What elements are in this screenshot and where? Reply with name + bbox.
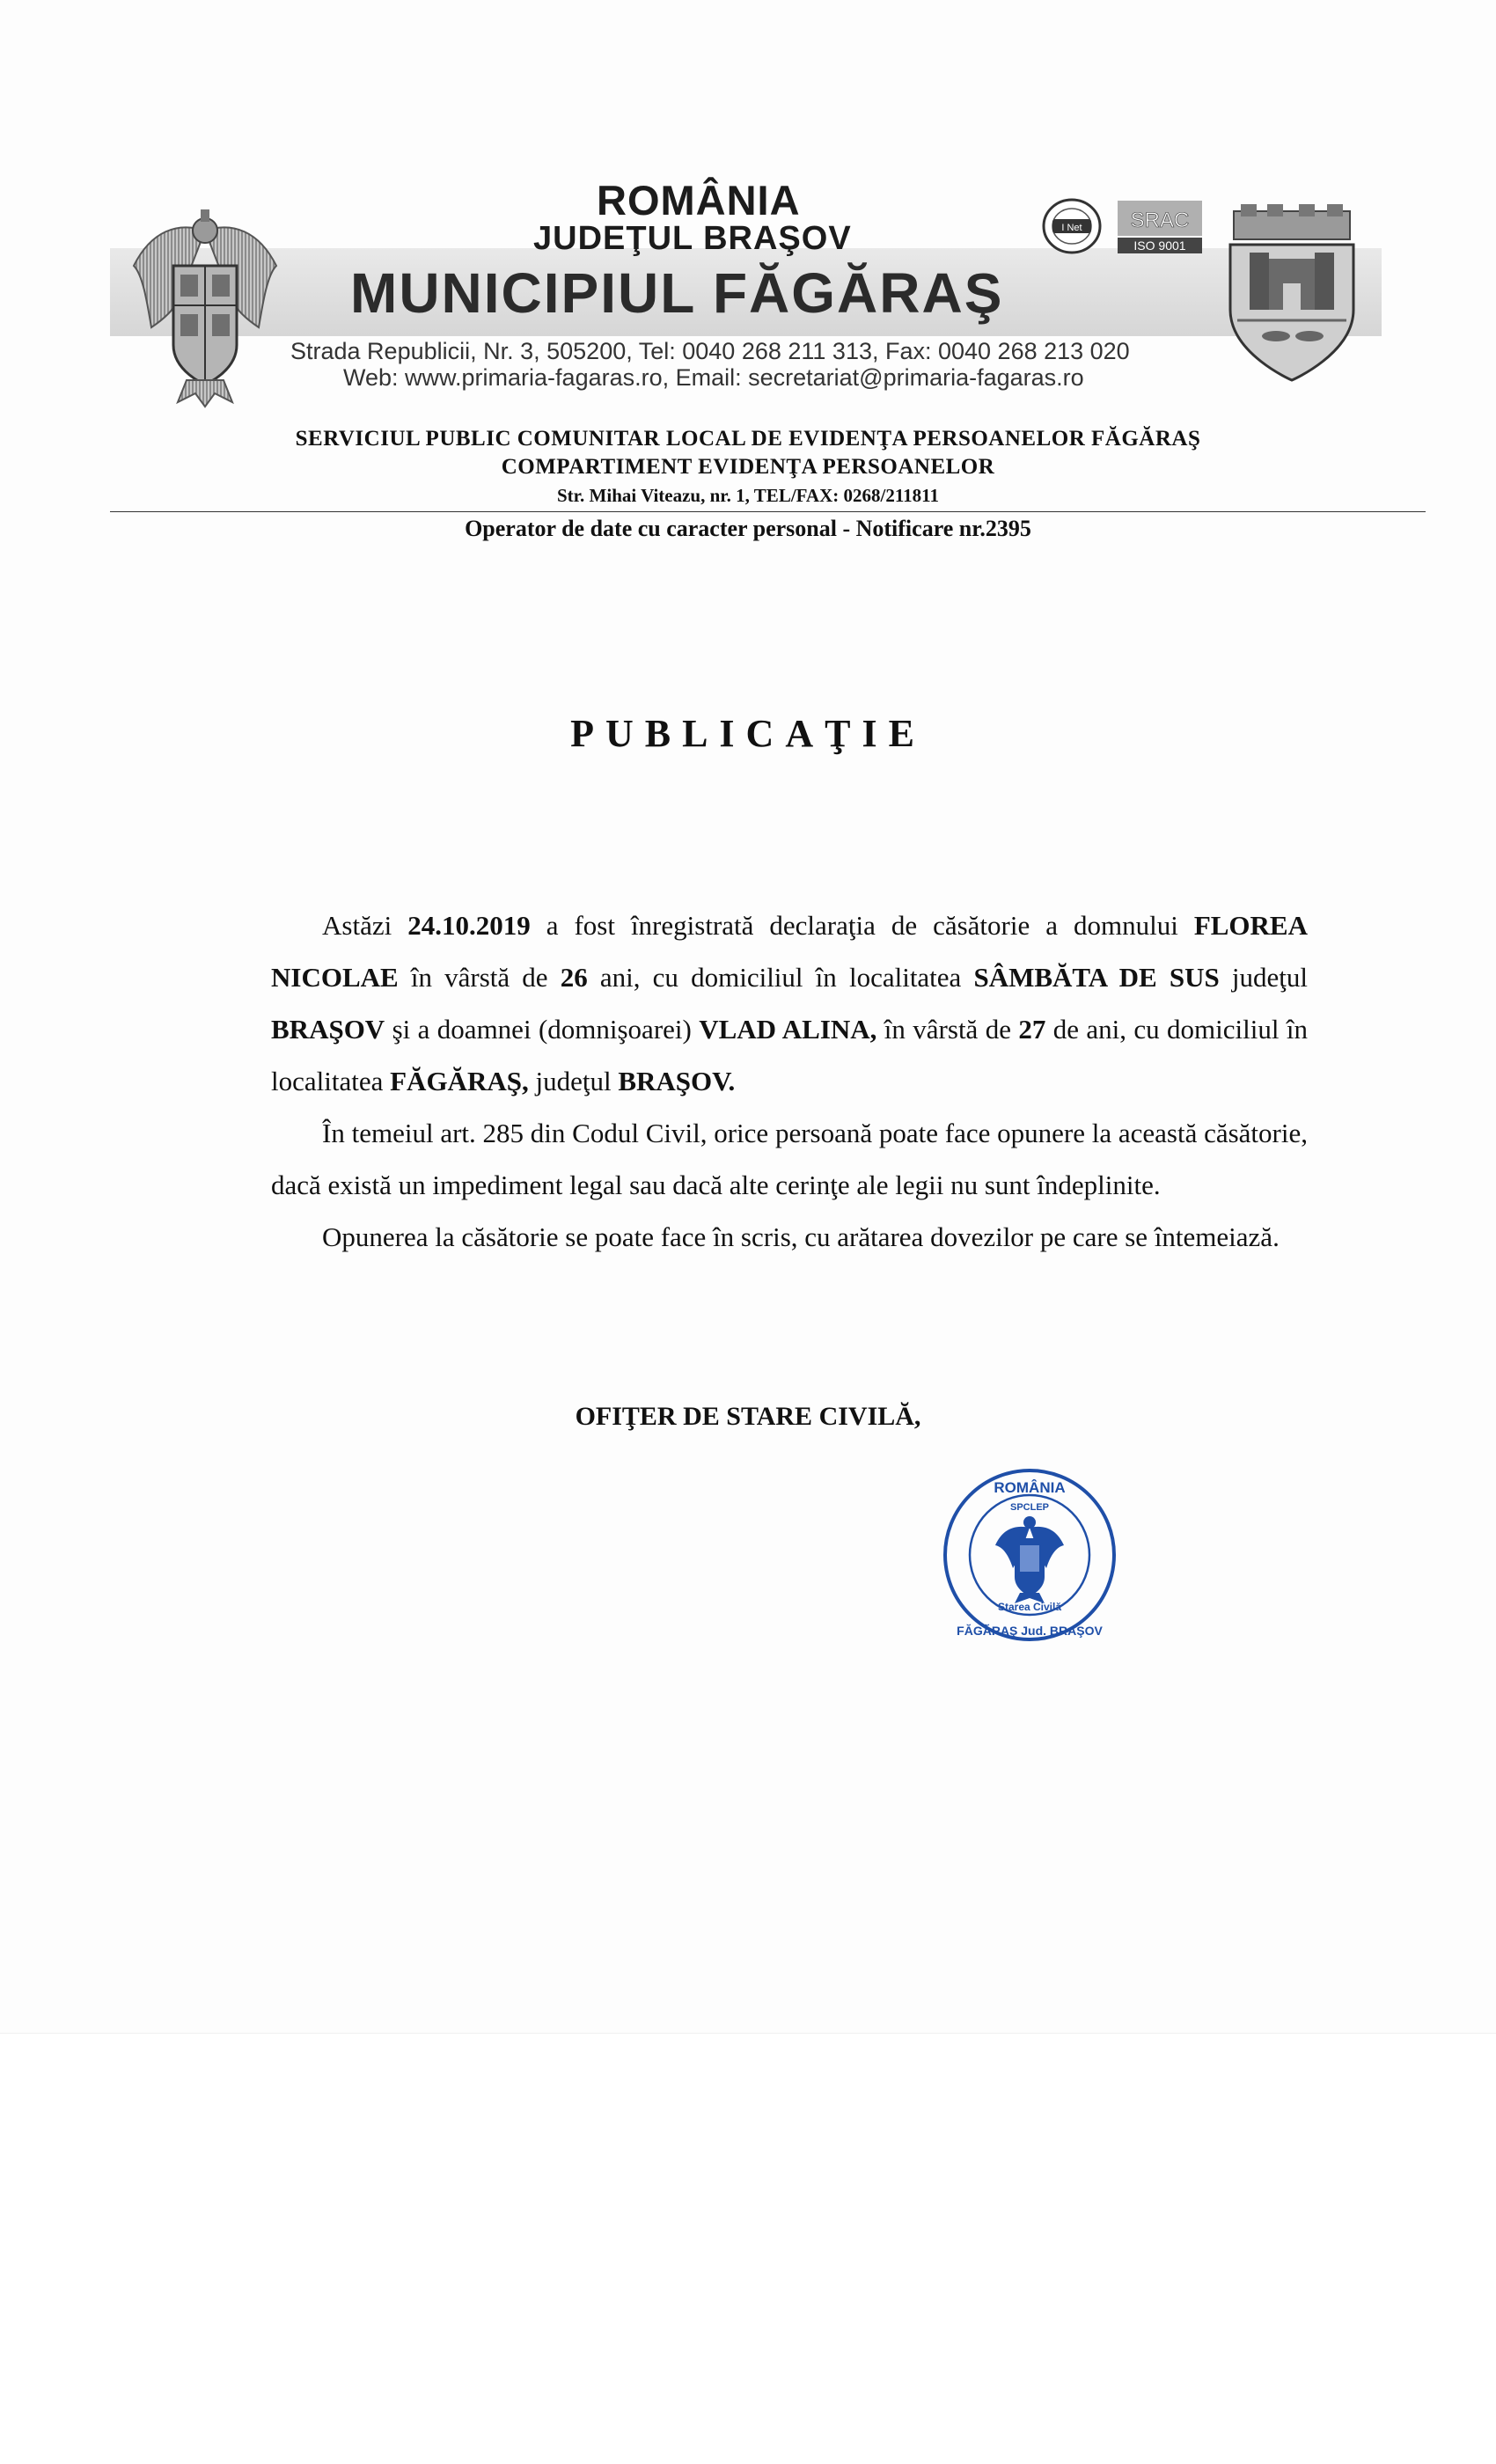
svg-text:FĂGĂRAŞ Jud. BRAŞOV: FĂGĂRAŞ Jud. BRAŞOV	[957, 1624, 1103, 1638]
body-paragraph-opposition: Opunerea la căsătorie se poate face în scris, cu arătarea dovezilor pe care se întemeiază.	[322, 1221, 1280, 1252]
text-fragment: în vârstă de	[398, 962, 561, 993]
text-fragment: Astăzi	[322, 910, 408, 941]
bride-locality: FĂGĂRAŞ,	[390, 1066, 529, 1096]
document-title: PUBLICAŢIE	[570, 712, 926, 755]
fagaras-coat-of-arms-icon	[1225, 204, 1359, 385]
letterhead-country: ROMÂNIA	[597, 177, 801, 224]
text-fragment: judeţul	[528, 1066, 619, 1096]
service-address: Str. Mihai Viteazu, nr. 1, TEL/FAX: 0268/211811	[556, 485, 940, 506]
stamp-text: Civilă	[1052, 1555, 1055, 1556]
letterhead-address: Strada Republicii, Nr. 3, 505200, Tel: 0040 268 211 313, Fax: 0040 268 213 020	[290, 338, 1130, 364]
text-fragment: judeţul	[1219, 962, 1309, 993]
text-fragment: a fost înregistrată declaraţia de căsătorie a domnului	[530, 910, 1194, 941]
document-body	[271, 899, 1308, 1263]
inet-cert-label: I Net	[1061, 223, 1082, 233]
civil-officer-title: OFIŢER DE STARE CIVILĂ,	[575, 1402, 921, 1431]
groom-locality: SÂMBĂTA DE SUS	[973, 962, 1220, 993]
inet-cert-icon	[1044, 200, 1100, 253]
bride-county: BRAŞOV.	[618, 1066, 736, 1096]
bride-age: 27	[1018, 1014, 1046, 1045]
service-name: SERVICIUL PUBLIC COMUNITAR LOCAL DE EVIDENŢA PERSOANELOR FĂGĂRAŞ	[295, 427, 1201, 451]
bride-name: VLAD ALINA,	[699, 1014, 877, 1045]
svg-text:ROMÂNIA: ROMÂNIA	[994, 1479, 1066, 1496]
romania-coat-of-arms-icon	[125, 204, 285, 408]
certification-logos	[1038, 195, 1206, 257]
letterhead-web-email: Web: www.primaria-fagaras.ro, Email: secretariat@primaria-fagaras.ro	[343, 364, 1084, 391]
text-fragment: şi a doamnei (domnişoarei)	[385, 1014, 700, 1045]
registration-date: 24.10.2019	[407, 910, 531, 941]
groom-name: FLOREA NICOLAE	[271, 910, 1308, 993]
letterhead-municipality: MUNICIPIUL FĂGĂRAŞ	[350, 261, 1004, 325]
text-fragment: ani, cu domiciliul în localitatea	[587, 962, 974, 993]
official-stamp-icon	[937, 1463, 1122, 1647]
groom-age: 26	[560, 962, 588, 993]
body-paragraph-declaration	[271, 899, 1308, 1107]
svg-text:SPCLEP: SPCLEP	[1009, 1502, 1050, 1513]
svg-text:Starea Civilă: Starea Civilă	[997, 1601, 1062, 1613]
letterhead-county: JUDEŢUL BRAŞOV	[533, 220, 852, 257]
data-operator-notice: Operator de date cu caracter personal - Notificare nr.2395	[465, 516, 1031, 541]
body-paragraph-legal-basis: În temeiul art. 285 din Codul Civil, orice persoană poate face opunere la această căsătorie, dacă există un impediment legal sau dacă alte cerinţe ale legii nu sunt îndeplinite.	[271, 1118, 1308, 1200]
groom-county: BRAŞOV	[271, 1014, 385, 1045]
service-compartment: COMPARTIMENT EVIDENŢA PERSOANELOR	[501, 455, 995, 479]
text-fragment: în vârstă de	[876, 1014, 1019, 1045]
srac-cert-label: SRAC	[1130, 209, 1190, 232]
iso-cert-label: ISO 9001	[1133, 238, 1186, 253]
srac-iso-cert-icon	[1118, 201, 1202, 253]
text-fragment: de ani, cu domiciliul în localitatea	[271, 1014, 1308, 1096]
header-divider	[110, 511, 1426, 512]
